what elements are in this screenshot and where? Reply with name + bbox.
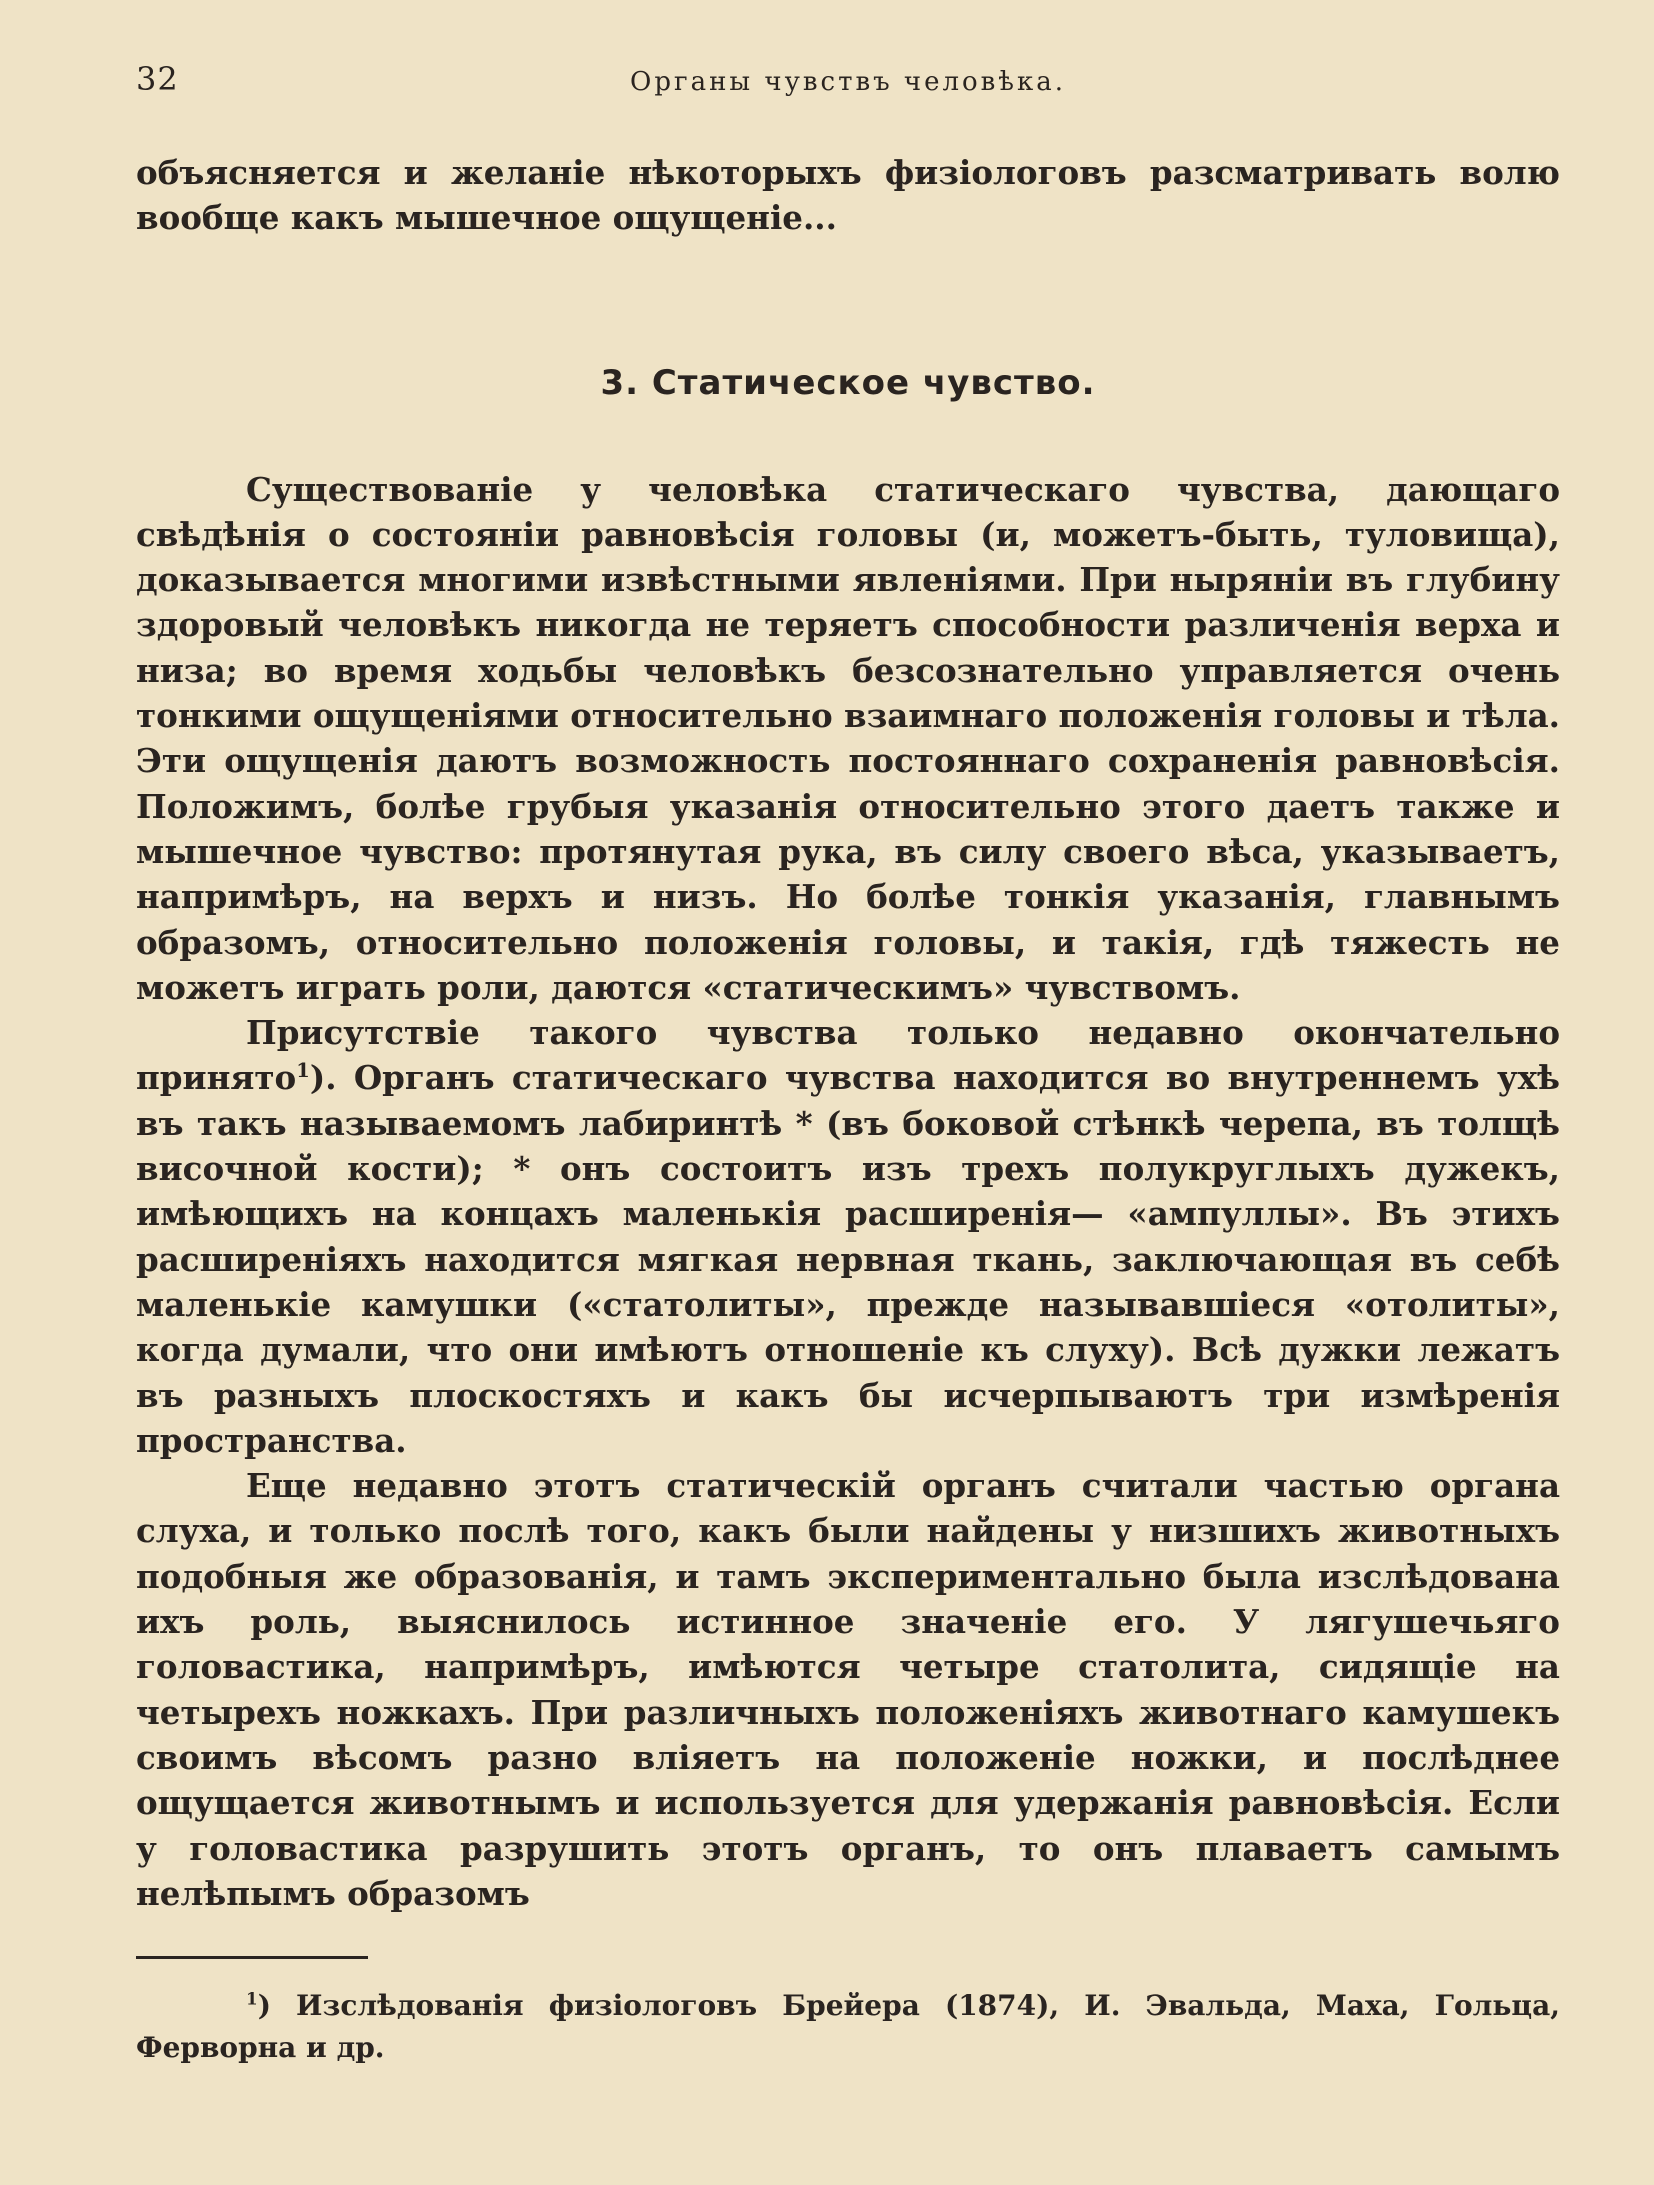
intro-paragraph: объясняется и желаніе нѣкоторыхъ физіологовъ разсматривать волю вообще какъ мышечное ощущеніе... — [136, 153, 1560, 238]
page-number: 32 — [136, 60, 179, 98]
paragraph-2-start: Присутствіе такого чувства только недавно окончательно принято — [136, 1013, 1560, 1098]
footnote-ref: 1 — [296, 1059, 310, 1083]
book-page — [136, 60, 1560, 2140]
paragraph-2-rest: ). Органъ статическаго чувства находится во внутреннемъ ухѣ въ такъ называемомъ лабиринтѣ * (въ боковой стѣнкѣ черепа, въ толщѣ височной кости); * онъ состоитъ изъ трехъ полукруглыхъ дужекъ, имѣющихъ на концахъ маленькія расширенія— «ампуллы». Въ этихъ расширеніяхъ находится мягкая нервная ткань, заключающая въ себѣ маленькіе камушки («статолиты», прежде называвшіеся «отолиты», когда думали, что они имѣютъ отношеніе къ слуху). Всѣ дужки лежатъ въ разныхъ плоскостяхъ и какъ бы исчерпываютъ три измѣренія пространства. — [136, 1058, 1560, 1460]
page-header — [136, 60, 1560, 112]
paragraph-1: Существованіе у человѣка статическаго чувства, дающаго свѣдѣнія о состояніи равновѣсія головы (и, можетъ-быть, туловища), доказывается многими извѣстными явленіями. При нырянiи въ глубину здоровый человѣкъ никогда не теряетъ способности различенія верха и низа; во время ходьбы человѣкъ безсознательно управляется очень тонкими ощущеніями относительно взаимнаго положенія головы и тѣла. Эти ощущенія даютъ возможность постояннаго сохраненія равновѣсія. Положимъ, болѣе грубыя указанія относительно этого даетъ также и мышечное чувство: протянутая рука, въ силу своего вѣса, указываетъ, напримѣръ, на верхъ и низъ. Но болѣе тонкія указанія, главнымъ образомъ, относительно положенія головы, и такія, гдѣ тяжесть не можетъ играть роли, даются «статическимъ» чувствомъ. — [136, 469, 1560, 1007]
paragraph-2 — [136, 1010, 1560, 1463]
running-head: Органы чувствъ человѣка. — [630, 67, 1066, 97]
footnote-divider — [136, 1956, 368, 1959]
footnote-mark: 1 — [246, 1988, 258, 2009]
paragraph-3: Еще недавно этотъ статическій органъ считали частью органа слуха, и только послѣ того, какъ были найдены у низшихъ животныхъ подобныя же образованія, и тамъ экспериментально была изслѣдована ихъ роль, выяснилось истинное значеніе его. У лягушечьяго головастика, напримѣръ, имѣются четыре статолита, сидящіе на четырехъ ножкахъ. При различныхъ положеніяхъ животнаго камушекъ своимъ вѣсомъ разно вліяетъ на положеніе ножки, и послѣднее ощущается животнымъ и используется для удержанія равновѣсія. Если у головастика разрушить этотъ органъ, то онъ плаваетъ самымъ нелѣпымъ образомъ — [136, 1466, 1560, 1913]
footnote-body — [136, 1985, 1560, 2069]
footnote — [136, 1985, 1560, 2069]
section-title: 3. Статическое чувство. — [600, 362, 1096, 403]
footnote-text: ) Изслѣдованія физіологовъ Брейера (1874), И. Эвальда, Маха, Гольца, Ферворна и др. — [136, 1989, 1560, 2065]
